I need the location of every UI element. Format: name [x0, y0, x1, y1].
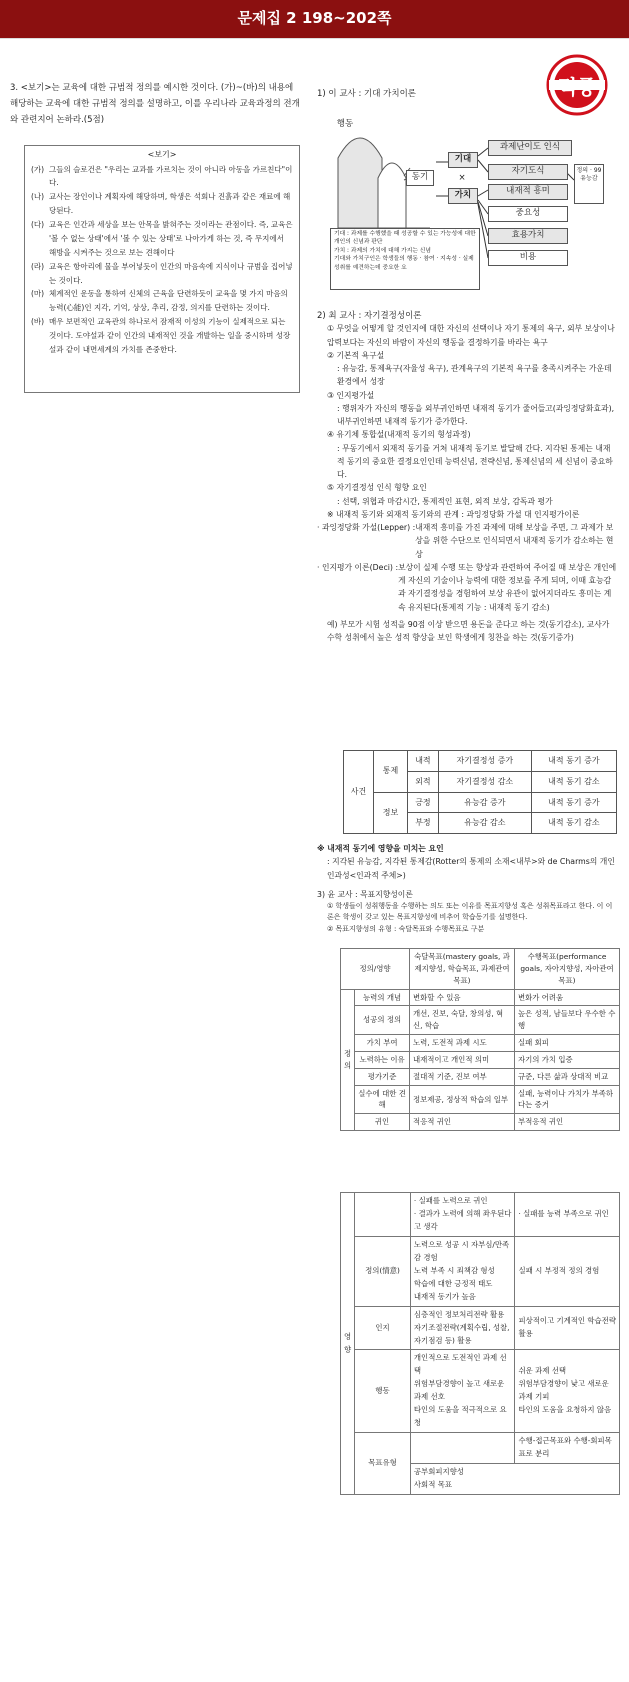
table-row: 가치 부여 노력, 도전적 과제 시도 실패 회피	[341, 1035, 620, 1052]
table-row: 노력하는 이유 내재적이고 개인적 의미 자기의 가치 입증	[341, 1051, 620, 1068]
table-row: 목표유형 수행-접근목표와 수행-회피목표로 분리	[341, 1433, 620, 1464]
s2-factor-title: ※ 내재적 동기에 영향을 미치는 요인	[317, 844, 444, 853]
table-row: 공부회피지향성 사회적 목표	[341, 1464, 620, 1495]
bogi-item: (다) 교육은 인간과 세상을 보는 안목을 밝혀주는 것이라는 관점이다. 즉, 교육은 '볼 수 없는 상태'에서 '볼 수 있는 상태'로 나아가게 하는 것, 즉 무지에서 해방을 시켜주는 것으로 보는 견해이다	[31, 220, 293, 257]
value-box: 가치	[448, 188, 478, 204]
s3-item: ② 목표지향성의 유형 : 숙달목표와 수행목표로 구분	[327, 924, 485, 933]
side-note: 정의 · 99 유능감	[574, 164, 604, 204]
bogi-item: (가) 그들의 슬로건은 "우리는 교과를 가르치는 것이 아니라 아동을 가르친다"이다.	[31, 164, 293, 188]
s3-item: ① 학생들이 성취행동을 수행하는 의도 또는 이유를 목표지향성 혹은 성취목표라고 한다. 이 이론은 학생이 갖고 있는 목표지향성에 비추어 학습동기를 설명한다.	[327, 902, 613, 922]
expectancy-value-diagram	[330, 118, 620, 306]
goal-definition-table	[340, 948, 620, 1131]
s2-item: : 행위자가 자신의 행동을 외부귀인하면 내재적 동기가 줄어들고(과잉정당화효과), 내부귀인하면 내재적 동기가 증가한다.	[337, 403, 615, 427]
s2-item: : 선택, 위협과 마감시간, 통제적인 표현, 외적 보상, 감독과 평가	[337, 496, 553, 506]
times-sign: ×	[452, 172, 472, 186]
bogi-item: (라) 교육은 항아리에 물을 부어넣듯이 인간의 마음속에 지식이나 규범을 집어넣는 것이다.	[31, 261, 293, 285]
table-row: 정의/영향 숙달목표(mastery goals, 과제지향성, 학습목표, 과제관여목표) 수행목표(performance goals, 자아지향성, 자아관여목표)	[341, 949, 620, 990]
table-row: 평가기준 절대적 기준, 진보 여부 규준, 다른 삶과 상대적 비교	[341, 1068, 620, 1085]
expect-item: 과제난이도 인식	[488, 140, 572, 156]
table-row: 귀인 적응적 귀인 부적응적 귀인	[341, 1114, 620, 1131]
table-row: 외적 자기결정성 감소 내적 동기 감소	[344, 771, 617, 792]
value-item: 중요성	[488, 206, 568, 222]
table-row: 정의 능력의 개념 변화할 수 있음 변화가 어려움	[341, 989, 620, 1006]
s2-item: ⑤ 자기결정성 인식 형향 요인	[327, 483, 427, 493]
header-divider	[0, 38, 629, 39]
bogi-item: (바) 매우 보편적인 교육관의 하나로서 잠재적 이성의 기능이 실제적으로 되는 것이다. 도야설과 같이 인간의 내재적인 것을 개발하는 일을 중시하며 성장설과 같이 내면세계의 가치를 존중한다.	[31, 317, 291, 354]
bogi-item: (마) 체계적인 운동을 통하여 신체의 근육을 단련하듯이 교육을 몇 가지 마음의 능력(心能)인 지각, 기억, 상상, 추리, 감정, 의지를 단련하는 것이다.	[31, 289, 288, 313]
s2-item: ③ 인지평가설	[327, 390, 375, 400]
table-row: 정보 긍정 유능감 증가 내적 동기 증가	[344, 792, 617, 813]
diagram-notes: 기대 : 과제를 수행했을 때 성공할 수 있는 가능성에 대한 개인의 신념과 판단 가치 : 과제의 가치에 대해 가지는 신념 기대와 가치구인은 학생들의 행동 · 참여 · 지속성 · 실제 성취를 예견하는데 중요한 요	[330, 228, 480, 290]
section3	[317, 888, 617, 936]
table-row: 영향 · 실패를 노력으로 귀인 · 결과가 노력에 의해 좌우된다고 생각 · 실패를 능력 부족으로 귀인	[341, 1193, 620, 1237]
s2-item: · 과잉정당화 가설(Lepper) : 내재적 흥미를 가진 과제에 대해 보상을 주면, 그 과제가 보상을 위한 수단으로 인식되면서 내재적 동기가 감소하는 현상	[317, 523, 614, 559]
bogi-box	[24, 145, 300, 393]
s2-item: ② 기본적 욕구설	[327, 350, 385, 360]
s2-item: ④ 유기체 통합설(내재적 동기의 형성과정)	[327, 430, 471, 440]
s2-item: : 유능감, 통제욕구(자율성 욕구), 관계욕구의 기본적 욕구를 충족시켜주는 가운데 환경에서 성장	[337, 364, 612, 387]
act-label: 행동	[336, 119, 354, 129]
header-title: 문제집 2 198~202쪽	[237, 9, 392, 28]
s2-item: ① 무엇을 어떻게 할 것인지에 대한 자신의 선택이나 자기 통제의 욕구, 외부 보상이나 압력보다는 자신의 바람이 자신의 행동을 결정하기를 바라는 욕구	[327, 324, 615, 347]
goal-effect-table	[340, 1192, 620, 1495]
section2-factors	[317, 842, 617, 882]
value-item: 비용	[488, 250, 568, 266]
expect-item: 자기도식	[488, 164, 568, 180]
s2-item: ※ 내재적 동기와 외재적 동기와의 관계 : 과잉정당화 가설 대 인지평가이론	[327, 509, 580, 519]
bogi-title: <보기>	[147, 150, 177, 159]
event-table	[343, 750, 617, 834]
s2-item: · 인지평가 이론(Deci) : 보상이 실제 수행 또는 향상과 관련하여 주어질 때 보상은 개인에게 자신의 기술이나 능력에 대한 정보를 주게 되며, 이때 효능감과 자기결정성을 경험하여 보상 유관이 없어지더라도 흥미는 계속 유지된다(통제적 기능 : 내재적 동기 감소)	[317, 562, 617, 612]
section1-title: 1) 이 교사 : 기대 가치이론	[317, 89, 416, 99]
page-header	[0, 0, 629, 38]
s2-item: : 무동기에서 외재적 동기를 거쳐 내재적 동기로 발달해 간다. 지각된 통제는 내재적 동기의 중요한 결정요인인데 능력신념, 전략신념, 통제신념의 세 신념이 중요하다.	[337, 443, 613, 480]
section2	[317, 310, 617, 644]
table-row: 실수에 대한 견해 정보제공, 정상적 학습의 일부 실패, 능력이나 가치가 부족하다는 증거	[341, 1085, 620, 1114]
stamp-text: 적중	[557, 75, 597, 99]
question-text: 3. <보기>는 교육에 대한 규범적 정의를 예시한 것이다. (가)~(바)의 내용에 해당하는 교육에 대한 규범적 정의를 설명하고, 이를 우리나라 교육과정의 전개와 관련지어 논하라.(5점)	[10, 83, 300, 126]
table-row: 사건 통제 내적 자기결정성 증가 내적 동기 증가	[344, 751, 617, 772]
section3-title: 3) 윤 교사 : 목표지향성이론	[317, 890, 413, 899]
motive-label: 동기	[406, 170, 434, 186]
table-row: 행동 개인적으로 도전적인 과제 선택 위험부담경향이 높고 새로운 과제 선호 타인의 도움을 적극적으로 요청 쉬운 과제 선택 위험부담경향이 낮고 새로운 과제 기피 타인의 도움을 요청하지 않음	[341, 1350, 620, 1433]
expect-box: 기대	[448, 152, 478, 168]
stamp-logo	[546, 54, 608, 116]
table-row: 인지 심층적인 정보처리전략 활용 자기조절전략(계획수립, 성찰, 자기점검 등) 활용 피상적이고 기계적인 학습전략 활용	[341, 1306, 620, 1350]
s2-example: 예) 부모가 시험 성적을 90점 이상 받으면 용돈을 준다고 하는 것(동기감소), 교사가 수학 성취에서 높은 성적 향상을 보인 학생에게 칭찬을 하는 것(동기증가)	[327, 619, 610, 643]
section2-title: 2) 최 교사 : 자기결정성이론	[317, 311, 422, 321]
table-row: 성공의 정의 개선, 진보, 숙달, 창의성, 혁신, 학습 높은 성적, 남들보다 우수한 수행	[341, 1006, 620, 1035]
bogi-item: (나) 교사는 장인이나 계획자에 해당하며, 학생은 석회나 진흙과 같은 재료에 해당된다.	[31, 192, 291, 216]
value-item: 내재적 흥미	[488, 184, 568, 200]
s2-factor-text: : 지각된 유능감, 지각된 통제감(Rotter의 통제의 소재<내부>와 de Charms의 개인 인과성<인과적 주체>)	[327, 857, 615, 880]
table-row: 정의(情意) 노력으로 성공 시 자부심/만족감 경험 노력 부족 시 죄책감 형성 학습에 대한 긍정적 태도 내재적 동기가 높음 실패 시 부정적 정의 경험	[341, 1236, 620, 1306]
value-item: 효용가치	[488, 228, 568, 244]
table-row: 부정 유능감 감소 내적 동기 감소	[344, 813, 617, 834]
